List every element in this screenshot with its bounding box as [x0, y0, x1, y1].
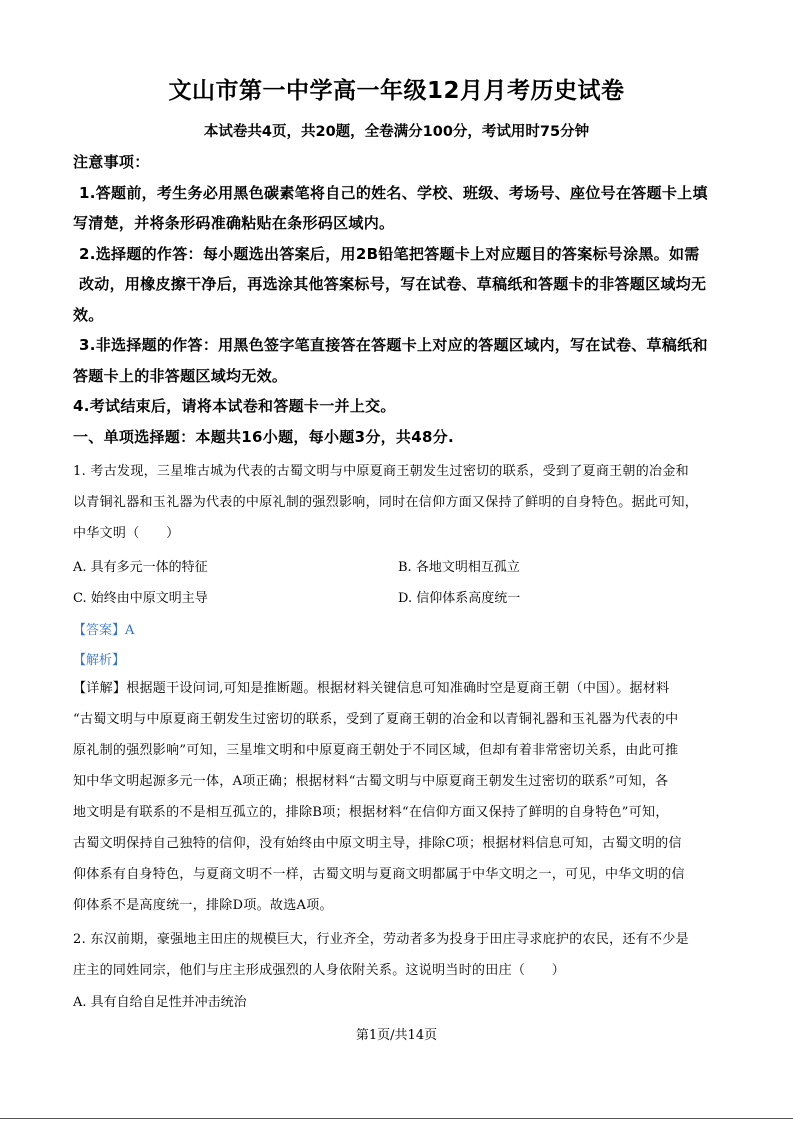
- notice-item-2-line-2: 改动，用橡皮擦干净后，再选涂其他答案标号，写在试卷、草稿纸和答题卡的非答题区域均无: [79, 275, 707, 293]
- question-1-option-d: D. 信仰体系高度统一: [398, 591, 521, 606]
- question-1-line-1: 1. 考古发现，三星堆古城为代表的古蜀文明与中原夏商王朝发生过密切的联系，受到了夏商王朝的冶金和: [73, 464, 689, 479]
- notice-item-2-line-1: 2.选择题的作答：每小题选出答案后，用2B铅笔把答题卡上对应题目的答案标号涂黑。如需: [79, 244, 700, 263]
- notice-item-1-line-1: 1.答题前，考生务必用黑色碳素笔将自己的姓名、学校、班级、考场号、座位号在答题卡上填: [79, 183, 708, 202]
- answer-tag: 【答案】A: [73, 623, 135, 638]
- question-2-option-a: A. 具有自给自足性并冲击统治: [73, 995, 247, 1010]
- analysis-tag: 【解析】: [73, 653, 126, 668]
- notice-item-4: 4.考试结束后，请将本试卷和答题卡一并上交。: [73, 397, 396, 415]
- question-2-line-1: 2. 东汉前期，豪强地主田庄的规模巨大，行业齐全，劳动者多为投身于田庄寻求庇护的农民，还有不少是: [73, 932, 689, 947]
- question-1: [73, 456, 725, 549]
- detail-line-2: “古蜀文明与中原夏商王朝发生过密切的联系，受到了夏商王朝的冶金和以青铜礼器和玉礼器为代表的中: [73, 712, 679, 727]
- notice-item-1-line-2: 写清楚，并将条形码准确粘贴在条形码区域内。: [73, 214, 395, 232]
- notice-block: [73, 147, 729, 452]
- detail-line-6: 古蜀文明保持自己独特的信仰，没有始终由中原文明主导，排除C项；根据材料信息可知，古蜀文明的信: [73, 836, 682, 851]
- notice-item-2-line-3: 效。: [73, 305, 104, 324]
- bottom-divider: [0, 1118, 793, 1119]
- notice-item-3-line-1: 3.非选择题的作答：用黑色签字笔直接答在答题卡上对应的答题区域内，写在试卷、草稿纸和: [79, 336, 708, 354]
- question-2-line-2: 庄主的同姓同宗，他们与庄主形成强烈的人身依附关系。这说明当时的田庄（ ）: [73, 963, 566, 978]
- detail-line-3: 原礼制的强烈影响”可知，三星堆文明和中原夏商王朝处于不同区域，但却有着非常密切关系，由此可推: [73, 743, 679, 758]
- question-1-line-2: 以青铜礼器和玉礼器为代表的中原礼制的强烈影响，同时在信仰方面又保持了鲜明的自身特色。据此可知，: [73, 495, 699, 510]
- exam-subtitle: 本试卷共4页，共20题，全卷满分100分，考试用时75分钟: [203, 124, 590, 140]
- question-2: [73, 924, 725, 986]
- question-1-option-c: C. 始终由中原文明主导: [73, 591, 208, 606]
- question-1-option-b: B. 各地文明相互孤立: [398, 560, 520, 575]
- detail-line-5: 地文明是有联系的不是相互孤立的，排除B项；根据材料“在信仰方面又保持了鲜明的自身特色”可知，: [73, 805, 669, 820]
- detail-line-1: 【详解】根据题干设问词,可知是推断题。根据材料关键信息可知准确时空是夏商王朝（中国）。据材料: [73, 681, 670, 696]
- detail-line-4: 知中华文明起源多元一体，A项正确；根据材料“古蜀文明与中原夏商王朝发生过密切的联系”可知，各: [73, 774, 669, 789]
- question-1-detail: [73, 673, 725, 921]
- section-heading: 一、单项选择题：本题共16小题，每小题3分，共48分.: [73, 427, 454, 446]
- exam-title: 文山市第一中学高一年级12月月考历史试卷: [168, 78, 625, 104]
- question-1-option-a: A. 具有多元一体的特征: [73, 560, 208, 575]
- page-footer: 第1页/共14页: [355, 1028, 438, 1043]
- notice-item-3-line-2: 答题卡上的非答题区域均无效。: [73, 366, 288, 385]
- notice-heading: 注意事项：: [73, 153, 150, 171]
- detail-line-8: 仰体系不是高度统一，排除D项。故选A项。: [73, 898, 333, 913]
- question-1-line-3: 中华文明（ ）: [73, 526, 180, 541]
- detail-line-7: 仰体系有自身特色，与夏商文明不一样，古蜀文明与夏商文明都属于中华文明之一，可见，中华文明的信: [73, 867, 685, 882]
